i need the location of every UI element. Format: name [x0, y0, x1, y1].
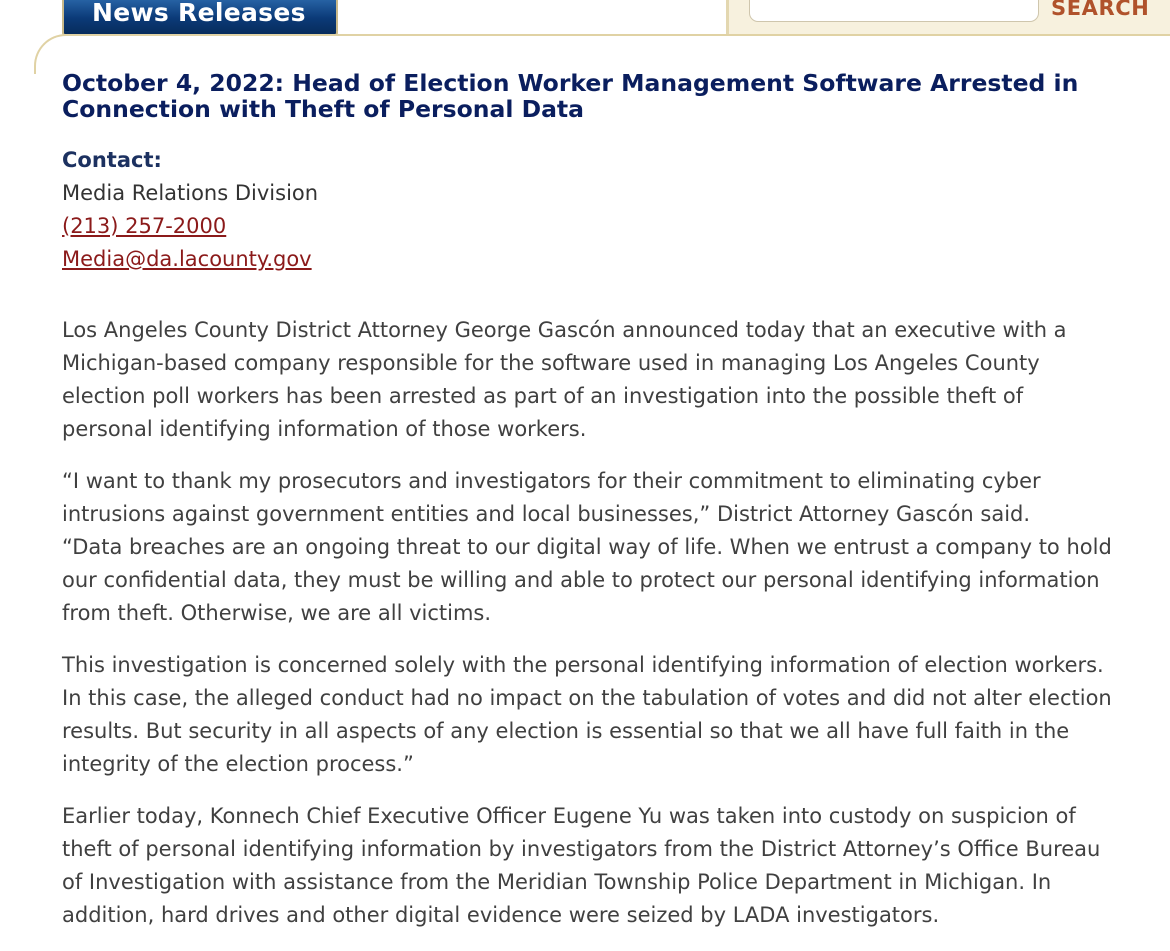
paragraph-line: of Investigation with assistance from the Meridian Township Police Department in Michigan. In [62, 870, 1052, 894]
paragraph-line: Los Angeles County District Attorney George Gascón announced today that an executive with a [62, 318, 1067, 342]
contact-block [62, 144, 1170, 276]
headline-line-2: Connection with Theft of Personal Data [62, 95, 585, 123]
contact-label: Contact: [62, 148, 162, 172]
news-releases-tab[interactable] [62, 0, 338, 36]
top-bar [0, 0, 1170, 36]
news-releases-tab-label: News Releases [92, 0, 306, 27]
contact-org: Media Relations Division [62, 181, 319, 205]
search-area [726, 0, 1170, 36]
article-headline [62, 70, 1170, 122]
paragraph-line: intrusions against government entities and local businesses,” District Attorney Gascón said. [62, 502, 1031, 526]
paragraph-line: “Data breaches are an ongoing threat to our digital way of life. When we entrust a company to hold [62, 535, 1112, 559]
paragraph-line: Earlier today, Konnech Chief Executive Officer Eugene Yu was taken into custody on suspicion of [62, 804, 1076, 828]
paragraph-line: our confidential data, they must be willing and able to protect our personal identifying information [62, 568, 1100, 592]
paragraph [62, 465, 1170, 630]
paragraph-line: from theft. Otherwise, we are all victims. [62, 601, 492, 625]
paragraph-line: “I want to thank my prosecutors and investigators for their commitment to eliminating cyber [62, 469, 1041, 493]
article-body [62, 314, 1170, 932]
paragraph-line: personal identifying information of those workers. [62, 417, 587, 441]
contact-phone-link[interactable]: (213) 257-2000 [62, 214, 227, 238]
paragraph [62, 649, 1170, 781]
paragraph-line: This investigation is concerned solely with the personal identifying information of election workers. [62, 653, 1104, 677]
article [62, 70, 1170, 951]
paragraph [62, 314, 1170, 446]
paragraph-line: election poll workers has been arrested as part of an investigation into the possible theft of [62, 384, 1024, 408]
paragraph-line: Michigan-based company responsible for the software used in managing Los Angeles County [62, 351, 1040, 375]
paragraph-line: In this case, the alleged conduct had no impact on the tabulation of votes and did not alter election [62, 686, 1112, 710]
content-frame-border [34, 34, 1170, 74]
paragraph-line: addition, hard drives and other digital evidence were seized by LADA investigators. [62, 903, 940, 927]
paragraph-line: integrity of the election process.” [62, 752, 414, 776]
paragraph [62, 800, 1170, 932]
search-input[interactable] [749, 0, 1039, 22]
search-button[interactable]: SEARCH [1051, 0, 1149, 20]
paragraph-line: results. But security in all aspects of any election is essential so that we all have full faith in the [62, 719, 1070, 743]
contact-email-link[interactable]: Media@da.lacounty.gov [62, 247, 312, 271]
paragraph-line: theft of personal identifying information by investigators from the District Attorney’s Office Bureau [62, 837, 1101, 861]
headline-line-1: October 4, 2022: Head of Election Worker Management Software Arrested in [62, 69, 1079, 97]
